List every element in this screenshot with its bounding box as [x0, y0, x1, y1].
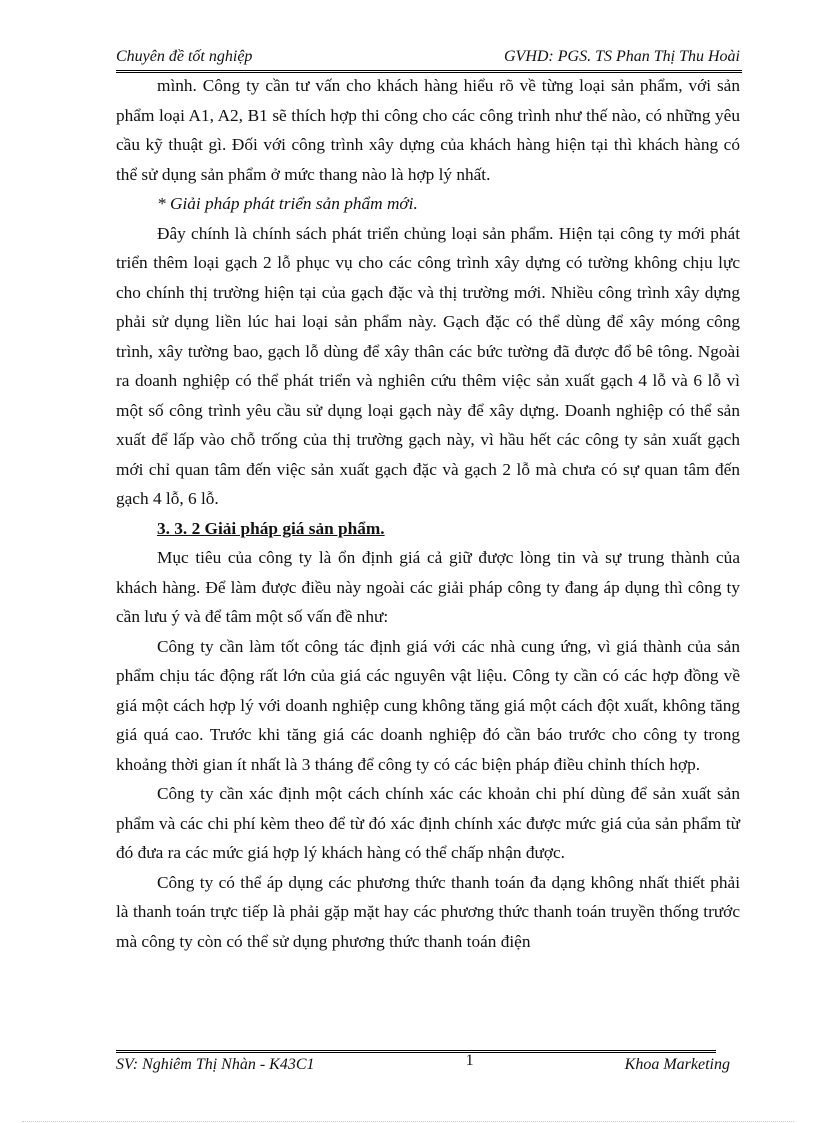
header-supervisor: GVHD: PGS. TS Phan Thị Thu Hoài	[503, 48, 740, 65]
section-heading-text: 3. 3. 2 Giải pháp giá sản phẩm.	[157, 518, 385, 538]
paragraph-product-consulting: mình. Công ty cần tư vấn cho khách hàng hiểu rõ về từng loại sản phẩm, với sản phẩm loại A1, A2, B1 sẽ thích hợp thi công cho các công trình như thế nào, có những yêu cầu kỹ thuật gì. Đối với công trình xây dựng của khách hàng hiện tại thì khách hàng có thể sử dụng sản phẩm ở mức thang nào là hợp lý nhất.	[116, 76, 740, 184]
page-body	[116, 71, 740, 956]
page-boundary-dotted-line	[22, 1121, 794, 1122]
section-heading-price-solution	[116, 514, 740, 544]
subheading-new-product-solution: * Giải pháp phát triển sản phẩm mới.	[157, 194, 418, 213]
page-footer	[116, 1054, 730, 1076]
paragraph-new-product-development: Đây chính là chính sách phát triển chủng loại sản phẩm. Hiện tại công ty mới phát triển thêm loại gạch 2 lỗ phục vụ cho các công trình xây dựng có tường không chịu lực cho chính thị trường hiện tại của gạch đặc và thị trường mới. Nhiều công trình xây dựng phải sử dụng liền lúc hai loại sản phẩm này. Gạch đặc có thể dùng để xây móng công trình, xây tường bao, gạch lỗ dùng để xây thân các bức tường đã được đổ bê tông. Ngoài ra doanh nghiệp có thể phát triển và nghiên cứu thêm việc sản xuất gạch 4 lỗ và 6 lỗ vì một số công trình yêu cầu sử dụng loại gạch này để xây dựng. Doanh nghiệp có thể sản xuất để lấp vào chỗ trống của thị trường gạch này, vì hầu hết các công ty sản xuất gạch mới chỉ quan tâm đến việc sản xuất gạch đặc và gạch 2 lỗ mà chưa có sự quan tâm đến gạch 4 lỗ, 6 lỗ.	[116, 223, 740, 508]
paragraph-supplier-pricing: Công ty cần làm tốt công tác định giá với các nhà cung ứng, vì giá thành của sản phẩm chịu tác động rất lớn của giá các nguyên vật liệu. Công ty cần có các hợp đồng về giá một cách hợp lý với doanh nghiệp cung không tăng giá một cách đột xuất, không tăng giá quá cao. Trước khi tăng giá các doanh nghiệp đó cần báo trước cho công ty trong khoảng thời gian ít nhất là 3 tháng để công ty có các biện pháp điều chỉnh thích hợp.	[116, 636, 740, 774]
header-document-type: Chuyên đề tốt nghiệp	[116, 48, 253, 65]
paragraph-payment-methods: Công ty có thể áp dụng các phương thức thanh toán đa dạng không nhất thiết phải là thanh toán trực tiếp là phải gặp mặt hay các phương thức thanh toán truyền thống trước mà công ty còn có thể sử dụng phương thức thanh toán điện	[116, 872, 740, 951]
footer-faculty: Khoa Marketing	[624, 1056, 730, 1073]
paragraph-price-objective: Mục tiêu của công ty là ổn định giá cả giữ được lòng tin và sự trung thành của khách hàng. Để làm được điều này ngoài các giải pháp công ty đang áp dụng thì công ty cần lưu ý và để tâm một số vấn đề như:	[116, 548, 740, 626]
footer-divider-secondary	[116, 1052, 716, 1053]
page-number: 1	[465, 1052, 474, 1069]
footer-divider	[116, 1050, 716, 1051]
page-header	[116, 46, 740, 68]
footer-student-name: SV: Nghiêm Thị Nhàn - K43C1	[116, 1056, 315, 1073]
paragraph-cost-determination: Công ty cần xác định một cách chính xác các khoản chi phí dùng để sản xuất sản phẩm và các chi phí kèm theo để từ đó xác định chính xác được mức giá của sản phẩm từ đó đưa ra các mức giá hợp lý khách hàng có thể chấp nhận được.	[116, 784, 740, 862]
